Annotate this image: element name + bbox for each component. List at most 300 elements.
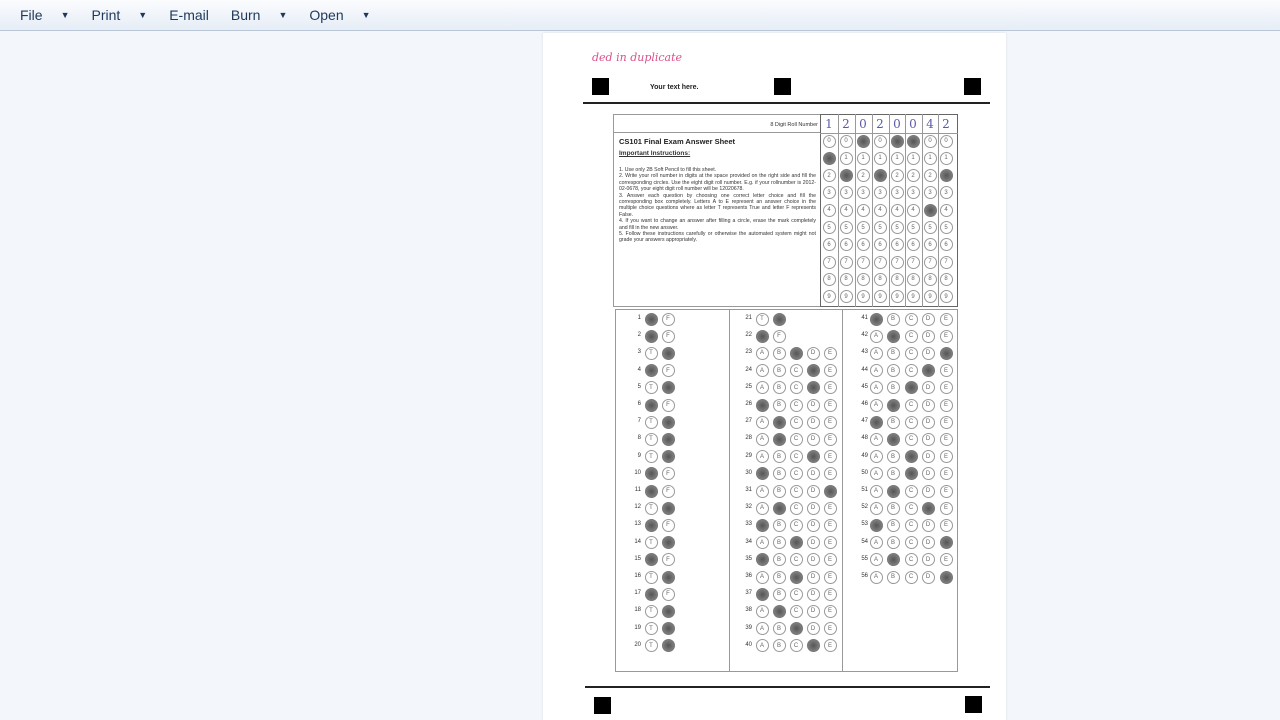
answer-bubble[interactable] xyxy=(887,433,900,446)
dropdown-arrow-icon[interactable]: ▼ xyxy=(278,10,288,20)
answer-bubble[interactable]: E xyxy=(824,536,837,549)
answer-bubble[interactable]: A xyxy=(870,433,883,446)
answer-bubble[interactable]: A xyxy=(756,381,769,394)
answer-bubble[interactable]: A xyxy=(870,450,883,463)
answer-bubble[interactable] xyxy=(756,519,769,532)
answer-bubble[interactable]: D xyxy=(807,399,820,412)
answer-bubble[interactable]: A xyxy=(870,571,883,584)
answer-bubble[interactable]: D xyxy=(922,553,935,566)
roll-bubble[interactable]: 3 xyxy=(924,186,937,199)
roll-bubble[interactable]: 3 xyxy=(907,186,920,199)
answer-bubble[interactable]: E xyxy=(824,502,837,515)
dropdown-arrow-icon[interactable]: ▼ xyxy=(60,10,70,20)
answer-bubble[interactable]: D xyxy=(922,450,935,463)
answer-bubble[interactable]: B xyxy=(773,364,786,377)
answer-bubble[interactable]: F xyxy=(662,519,675,532)
answer-bubble[interactable]: C xyxy=(905,553,918,566)
answer-bubble[interactable]: T xyxy=(645,450,658,463)
roll-bubble[interactable]: 2 xyxy=(823,169,836,182)
answer-bubble[interactable]: B xyxy=(887,347,900,360)
answer-bubble[interactable]: D xyxy=(922,536,935,549)
answer-bubble[interactable] xyxy=(645,519,658,532)
answer-bubble[interactable] xyxy=(645,330,658,343)
answer-bubble[interactable]: C xyxy=(905,313,918,326)
answer-bubble[interactable] xyxy=(756,467,769,480)
answer-bubble[interactable]: A xyxy=(870,399,883,412)
answer-bubble[interactable]: B xyxy=(773,467,786,480)
roll-bubble[interactable]: 4 xyxy=(874,204,887,217)
answer-bubble[interactable]: D xyxy=(922,399,935,412)
answer-bubble[interactable]: E xyxy=(940,502,953,515)
roll-bubble[interactable]: 1 xyxy=(924,152,937,165)
answer-bubble[interactable]: E xyxy=(940,433,953,446)
roll-bubble[interactable]: 5 xyxy=(891,221,904,234)
answer-bubble[interactable]: B xyxy=(773,553,786,566)
roll-bubble[interactable]: 9 xyxy=(874,290,887,303)
roll-bubble[interactable]: 2 xyxy=(924,169,937,182)
roll-bubble[interactable] xyxy=(874,169,887,182)
roll-bubble[interactable]: 8 xyxy=(823,273,836,286)
answer-bubble[interactable]: E xyxy=(940,416,953,429)
answer-bubble[interactable] xyxy=(645,399,658,412)
answer-bubble[interactable] xyxy=(662,433,675,446)
roll-bubble[interactable]: 7 xyxy=(924,256,937,269)
answer-bubble[interactable] xyxy=(662,502,675,515)
answer-bubble[interactable] xyxy=(662,347,675,360)
answer-bubble[interactable]: D xyxy=(807,416,820,429)
answer-bubble[interactable]: T xyxy=(645,571,658,584)
answer-bubble[interactable]: C xyxy=(790,639,803,652)
answer-bubble[interactable]: C xyxy=(790,588,803,601)
answer-bubble[interactable] xyxy=(645,485,658,498)
answer-bubble[interactable]: B xyxy=(773,381,786,394)
answer-bubble[interactable]: D xyxy=(807,588,820,601)
answer-bubble[interactable]: D xyxy=(807,622,820,635)
roll-bubble[interactable]: 6 xyxy=(940,238,953,251)
answer-bubble[interactable]: E xyxy=(940,399,953,412)
roll-bubble[interactable]: 1 xyxy=(874,152,887,165)
roll-bubble[interactable]: 9 xyxy=(857,290,870,303)
roll-bubble[interactable] xyxy=(857,135,870,148)
answer-bubble[interactable]: D xyxy=(922,330,935,343)
answer-bubble[interactable]: F xyxy=(773,330,786,343)
answer-bubble[interactable]: B xyxy=(887,467,900,480)
answer-bubble[interactable] xyxy=(756,553,769,566)
answer-bubble[interactable]: B xyxy=(887,536,900,549)
answer-bubble[interactable]: C xyxy=(790,519,803,532)
answer-bubble[interactable] xyxy=(662,605,675,618)
answer-bubble[interactable]: B xyxy=(773,519,786,532)
answer-bubble[interactable] xyxy=(887,399,900,412)
answer-bubble[interactable]: A xyxy=(756,347,769,360)
answer-bubble[interactable]: E xyxy=(940,450,953,463)
answer-bubble[interactable]: D xyxy=(922,519,935,532)
answer-bubble[interactable]: E xyxy=(824,553,837,566)
toolbar-email-button[interactable] xyxy=(169,7,209,23)
answer-bubble[interactable]: A xyxy=(756,433,769,446)
roll-bubble[interactable]: 9 xyxy=(907,290,920,303)
roll-bubble[interactable]: 0 xyxy=(840,135,853,148)
answer-bubble[interactable]: B xyxy=(773,639,786,652)
roll-bubble[interactable]: 7 xyxy=(891,256,904,269)
answer-bubble[interactable]: C xyxy=(905,399,918,412)
answer-bubble[interactable]: A xyxy=(870,485,883,498)
answer-bubble[interactable]: C xyxy=(790,450,803,463)
roll-bubble[interactable]: 6 xyxy=(907,238,920,251)
roll-bubble[interactable]: 7 xyxy=(940,256,953,269)
toolbar-open-button[interactable] xyxy=(309,7,370,23)
answer-bubble[interactable] xyxy=(905,450,918,463)
roll-bubble[interactable]: 8 xyxy=(891,273,904,286)
roll-bubble[interactable]: 8 xyxy=(840,273,853,286)
answer-bubble[interactable]: D xyxy=(807,536,820,549)
answer-bubble[interactable]: B xyxy=(887,313,900,326)
roll-bubble[interactable]: 0 xyxy=(924,135,937,148)
answer-bubble[interactable]: B xyxy=(773,588,786,601)
roll-bubble[interactable]: 7 xyxy=(857,256,870,269)
answer-bubble[interactable] xyxy=(662,381,675,394)
roll-bubble[interactable]: 3 xyxy=(840,186,853,199)
answer-bubble[interactable] xyxy=(662,622,675,635)
answer-bubble[interactable] xyxy=(940,536,953,549)
answer-bubble[interactable]: E xyxy=(824,467,837,480)
answer-bubble[interactable]: T xyxy=(645,622,658,635)
answer-bubble[interactable]: B xyxy=(887,450,900,463)
answer-bubble[interactable] xyxy=(905,467,918,480)
answer-bubble[interactable]: D xyxy=(922,571,935,584)
answer-bubble[interactable]: A xyxy=(756,571,769,584)
answer-bubble[interactable]: A xyxy=(756,605,769,618)
answer-bubble[interactable]: C xyxy=(905,364,918,377)
answer-bubble[interactable] xyxy=(662,536,675,549)
answer-bubble[interactable] xyxy=(922,502,935,515)
answer-bubble[interactable] xyxy=(940,347,953,360)
answer-bubble[interactable]: E xyxy=(824,605,837,618)
answer-bubble[interactable]: A xyxy=(756,639,769,652)
answer-bubble[interactable]: F xyxy=(662,485,675,498)
answer-bubble[interactable]: B xyxy=(773,571,786,584)
dropdown-arrow-icon[interactable]: ▼ xyxy=(361,10,371,20)
answer-bubble[interactable]: E xyxy=(824,433,837,446)
answer-bubble[interactable]: C xyxy=(905,433,918,446)
roll-bubble[interactable]: 1 xyxy=(857,152,870,165)
answer-bubble[interactable] xyxy=(870,313,883,326)
roll-bubble[interactable]: 6 xyxy=(874,238,887,251)
answer-bubble[interactable] xyxy=(790,622,803,635)
answer-bubble[interactable]: C xyxy=(905,416,918,429)
answer-bubble[interactable]: F xyxy=(662,588,675,601)
answer-bubble[interactable]: B xyxy=(773,622,786,635)
answer-bubble[interactable]: A xyxy=(870,347,883,360)
answer-bubble[interactable]: F xyxy=(662,467,675,480)
roll-bubble[interactable]: 9 xyxy=(891,290,904,303)
answer-bubble[interactable]: E xyxy=(824,622,837,635)
roll-bubble[interactable]: 5 xyxy=(874,221,887,234)
toolbar-burn-button[interactable] xyxy=(231,7,288,23)
answer-bubble[interactable] xyxy=(645,588,658,601)
roll-bubble[interactable]: 4 xyxy=(840,204,853,217)
answer-bubble[interactable]: D xyxy=(807,553,820,566)
answer-bubble[interactable] xyxy=(807,450,820,463)
answer-bubble[interactable]: T xyxy=(645,536,658,549)
answer-bubble[interactable]: C xyxy=(790,364,803,377)
roll-bubble[interactable]: 0 xyxy=(940,135,953,148)
answer-bubble[interactable]: B xyxy=(887,519,900,532)
answer-bubble[interactable]: C xyxy=(790,502,803,515)
answer-bubble[interactable]: E xyxy=(824,639,837,652)
roll-bubble[interactable] xyxy=(907,135,920,148)
dropdown-arrow-icon[interactable]: ▼ xyxy=(138,10,148,20)
roll-bubble[interactable]: 5 xyxy=(857,221,870,234)
roll-bubble[interactable]: 0 xyxy=(823,135,836,148)
answer-bubble[interactable]: D xyxy=(807,571,820,584)
answer-bubble[interactable]: D xyxy=(922,433,935,446)
answer-bubble[interactable] xyxy=(662,416,675,429)
roll-bubble[interactable]: 3 xyxy=(940,186,953,199)
roll-bubble[interactable]: 7 xyxy=(874,256,887,269)
answer-bubble[interactable]: A xyxy=(870,536,883,549)
answer-bubble[interactable]: D xyxy=(922,381,935,394)
answer-bubble[interactable] xyxy=(824,485,837,498)
answer-bubble[interactable]: A xyxy=(870,502,883,515)
answer-bubble[interactable]: D xyxy=(807,605,820,618)
answer-bubble[interactable]: A xyxy=(756,416,769,429)
answer-bubble[interactable]: E xyxy=(824,381,837,394)
roll-bubble[interactable]: 8 xyxy=(940,273,953,286)
answer-bubble[interactable] xyxy=(756,399,769,412)
roll-bubble[interactable]: 4 xyxy=(907,204,920,217)
answer-bubble[interactable]: C xyxy=(790,433,803,446)
roll-bubble[interactable]: 6 xyxy=(857,238,870,251)
answer-bubble[interactable]: C xyxy=(905,485,918,498)
answer-bubble[interactable] xyxy=(790,536,803,549)
answer-bubble[interactable]: C xyxy=(790,381,803,394)
answer-bubble[interactable] xyxy=(905,381,918,394)
answer-bubble[interactable]: D xyxy=(807,519,820,532)
roll-bubble[interactable] xyxy=(823,152,836,165)
answer-bubble[interactable]: T xyxy=(645,605,658,618)
answer-bubble[interactable]: E xyxy=(824,571,837,584)
answer-bubble[interactable] xyxy=(807,639,820,652)
answer-bubble[interactable]: D xyxy=(807,485,820,498)
answer-bubble[interactable] xyxy=(756,330,769,343)
answer-bubble[interactable]: E xyxy=(824,347,837,360)
answer-bubble[interactable] xyxy=(870,519,883,532)
roll-bubble[interactable]: 6 xyxy=(823,238,836,251)
roll-bubble[interactable]: 9 xyxy=(840,290,853,303)
roll-bubble[interactable]: 9 xyxy=(823,290,836,303)
answer-bubble[interactable]: T xyxy=(645,381,658,394)
answer-bubble[interactable] xyxy=(790,571,803,584)
answer-bubble[interactable]: D xyxy=(922,347,935,360)
answer-bubble[interactable]: E xyxy=(824,519,837,532)
answer-bubble[interactable]: C xyxy=(905,536,918,549)
answer-bubble[interactable]: T xyxy=(645,433,658,446)
answer-bubble[interactable]: F xyxy=(662,399,675,412)
answer-bubble[interactable] xyxy=(662,639,675,652)
answer-bubble[interactable] xyxy=(756,588,769,601)
answer-bubble[interactable] xyxy=(645,313,658,326)
answer-bubble[interactable] xyxy=(645,467,658,480)
answer-bubble[interactable]: E xyxy=(824,588,837,601)
answer-bubble[interactable]: E xyxy=(824,416,837,429)
roll-bubble[interactable]: 1 xyxy=(840,152,853,165)
answer-bubble[interactable]: B xyxy=(773,450,786,463)
roll-bubble[interactable]: 7 xyxy=(907,256,920,269)
answer-bubble[interactable]: D xyxy=(807,467,820,480)
answer-bubble[interactable]: A xyxy=(756,485,769,498)
roll-bubble[interactable]: 9 xyxy=(940,290,953,303)
roll-bubble[interactable]: 0 xyxy=(874,135,887,148)
answer-bubble[interactable]: E xyxy=(940,313,953,326)
answer-bubble[interactable] xyxy=(887,553,900,566)
roll-bubble[interactable]: 8 xyxy=(857,273,870,286)
answer-bubble[interactable] xyxy=(662,450,675,463)
answer-bubble[interactable]: E xyxy=(824,450,837,463)
answer-bubble[interactable] xyxy=(887,330,900,343)
roll-bubble[interactable]: 5 xyxy=(940,221,953,234)
answer-bubble[interactable]: D xyxy=(922,416,935,429)
roll-bubble[interactable]: 7 xyxy=(840,256,853,269)
roll-bubble[interactable]: 3 xyxy=(891,186,904,199)
toolbar-file-button[interactable] xyxy=(20,7,69,23)
answer-bubble[interactable]: D xyxy=(922,313,935,326)
answer-bubble[interactable]: T xyxy=(756,313,769,326)
roll-bubble[interactable]: 5 xyxy=(907,221,920,234)
roll-bubble[interactable]: 8 xyxy=(874,273,887,286)
roll-bubble[interactable] xyxy=(840,169,853,182)
answer-bubble[interactable] xyxy=(773,416,786,429)
answer-bubble[interactable]: F xyxy=(662,330,675,343)
roll-bubble[interactable]: 8 xyxy=(924,273,937,286)
answer-bubble[interactable]: A xyxy=(756,450,769,463)
answer-bubble[interactable]: A xyxy=(870,364,883,377)
roll-bubble[interactable]: 9 xyxy=(924,290,937,303)
answer-bubble[interactable]: A xyxy=(870,330,883,343)
roll-bubble[interactable]: 7 xyxy=(823,256,836,269)
answer-bubble[interactable]: C xyxy=(905,519,918,532)
answer-bubble[interactable]: B xyxy=(887,416,900,429)
answer-bubble[interactable] xyxy=(773,605,786,618)
roll-bubble[interactable]: 6 xyxy=(891,238,904,251)
answer-bubble[interactable] xyxy=(922,364,935,377)
roll-bubble[interactable]: 4 xyxy=(857,204,870,217)
answer-bubble[interactable]: C xyxy=(905,330,918,343)
roll-bubble[interactable]: 5 xyxy=(823,221,836,234)
answer-bubble[interactable]: C xyxy=(905,571,918,584)
answer-bubble[interactable]: F xyxy=(662,553,675,566)
roll-bubble[interactable]: 4 xyxy=(940,204,953,217)
answer-bubble[interactable]: F xyxy=(662,313,675,326)
roll-bubble[interactable]: 2 xyxy=(891,169,904,182)
answer-bubble[interactable]: C xyxy=(790,605,803,618)
answer-bubble[interactable] xyxy=(790,347,803,360)
answer-bubble[interactable] xyxy=(870,416,883,429)
answer-bubble[interactable]: T xyxy=(645,502,658,515)
answer-bubble[interactable] xyxy=(807,381,820,394)
answer-bubble[interactable] xyxy=(773,502,786,515)
answer-bubble[interactable]: T xyxy=(645,347,658,360)
answer-bubble[interactable]: B xyxy=(887,381,900,394)
answer-bubble[interactable]: D xyxy=(807,433,820,446)
answer-bubble[interactable]: E xyxy=(940,330,953,343)
answer-bubble[interactable]: B xyxy=(887,502,900,515)
roll-bubble[interactable] xyxy=(924,204,937,217)
roll-bubble[interactable] xyxy=(940,169,953,182)
answer-bubble[interactable]: C xyxy=(905,502,918,515)
roll-bubble[interactable]: 1 xyxy=(907,152,920,165)
answer-bubble[interactable]: C xyxy=(790,485,803,498)
answer-bubble[interactable]: C xyxy=(790,399,803,412)
roll-bubble[interactable]: 1 xyxy=(940,152,953,165)
answer-bubble[interactable]: E xyxy=(940,381,953,394)
answer-bubble[interactable]: T xyxy=(645,416,658,429)
answer-bubble[interactable]: B xyxy=(773,399,786,412)
answer-bubble[interactable]: C xyxy=(790,416,803,429)
answer-bubble[interactable] xyxy=(662,571,675,584)
answer-bubble[interactable]: A xyxy=(870,381,883,394)
answer-bubble[interactable]: F xyxy=(662,364,675,377)
answer-bubble[interactable] xyxy=(773,313,786,326)
answer-bubble[interactable] xyxy=(887,485,900,498)
answer-bubble[interactable]: B xyxy=(887,571,900,584)
roll-bubble[interactable]: 6 xyxy=(840,238,853,251)
answer-bubble[interactable]: E xyxy=(940,519,953,532)
answer-bubble[interactable]: E xyxy=(824,399,837,412)
answer-bubble[interactable] xyxy=(807,364,820,377)
answer-bubble[interactable] xyxy=(773,433,786,446)
answer-bubble[interactable]: D xyxy=(807,347,820,360)
answer-bubble[interactable]: C xyxy=(790,467,803,480)
answer-bubble[interactable] xyxy=(940,571,953,584)
answer-bubble[interactable]: C xyxy=(905,347,918,360)
roll-bubble[interactable]: 5 xyxy=(840,221,853,234)
roll-bubble[interactable]: 2 xyxy=(857,169,870,182)
roll-bubble[interactable] xyxy=(891,135,904,148)
answer-bubble[interactable]: E xyxy=(940,364,953,377)
answer-bubble[interactable]: D xyxy=(922,467,935,480)
answer-bubble[interactable]: T xyxy=(645,639,658,652)
answer-bubble[interactable] xyxy=(645,364,658,377)
answer-bubble[interactable]: E xyxy=(940,467,953,480)
answer-bubble[interactable]: A xyxy=(756,364,769,377)
roll-bubble[interactable]: 3 xyxy=(857,186,870,199)
answer-bubble[interactable]: E xyxy=(940,553,953,566)
roll-bubble[interactable]: 8 xyxy=(907,273,920,286)
answer-bubble[interactable]: A xyxy=(756,536,769,549)
answer-bubble[interactable]: D xyxy=(807,502,820,515)
answer-bubble[interactable]: D xyxy=(922,485,935,498)
roll-bubble[interactable]: 3 xyxy=(823,186,836,199)
answer-bubble[interactable]: B xyxy=(773,536,786,549)
answer-bubble[interactable] xyxy=(645,553,658,566)
roll-bubble[interactable]: 6 xyxy=(924,238,937,251)
answer-bubble[interactable]: A xyxy=(870,553,883,566)
answer-bubble[interactable]: B xyxy=(773,485,786,498)
answer-bubble[interactable]: B xyxy=(887,364,900,377)
answer-bubble[interactable]: B xyxy=(773,347,786,360)
answer-bubble[interactable]: A xyxy=(870,467,883,480)
answer-bubble[interactable]: A xyxy=(756,622,769,635)
answer-bubble[interactable]: E xyxy=(824,364,837,377)
roll-bubble[interactable]: 4 xyxy=(891,204,904,217)
roll-bubble[interactable]: 3 xyxy=(874,186,887,199)
roll-bubble[interactable]: 4 xyxy=(823,204,836,217)
roll-bubble[interactable]: 1 xyxy=(891,152,904,165)
roll-bubble[interactable]: 5 xyxy=(924,221,937,234)
toolbar-print-button[interactable] xyxy=(91,7,147,23)
answer-bubble[interactable]: A xyxy=(756,502,769,515)
